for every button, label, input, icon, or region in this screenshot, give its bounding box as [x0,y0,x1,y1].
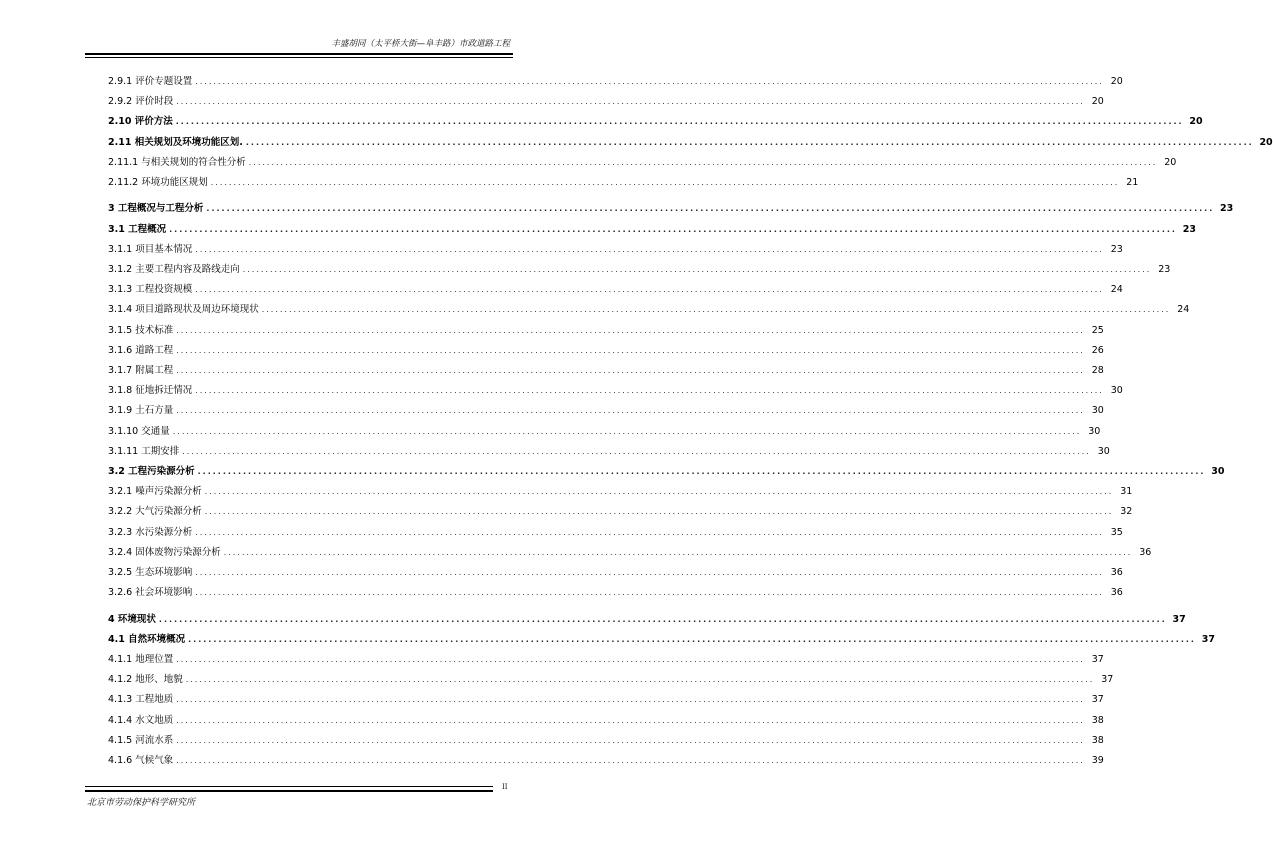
toc-entry-page: 36 [1139,546,1152,558]
toc-entry[interactable] [108,734,1104,748]
toc-leader-dots: ........................................................................................................................................................................................................ [176,735,1085,745]
toc-leader-dots: ........................................................................................................................................................................................................ [185,675,1095,685]
toc-entry[interactable] [108,586,1123,600]
toc-leader-dots: ........................................................................................................................................................................................................ [261,305,1171,315]
toc-entry-label: 3.2.6 社会环境影响 [108,587,193,599]
toc-entry-page: 24 [1177,304,1190,316]
toc-entry[interactable] [108,95,1104,109]
toc-entry[interactable] [108,633,1215,647]
toc-entry-label: 2.9.2 评价时段 [108,96,174,108]
toc-entry[interactable] [108,344,1104,358]
toc-leader-dots: ........................................................................................................................................................................................................ [176,366,1085,375]
toc-entry-page: 39 [1091,755,1104,766]
toc-entry[interactable] [108,202,1234,216]
toc-leader-dots: ........................................................................................................................................................................................................ [172,426,1082,436]
header-rule-thin [85,57,513,58]
toc-entry[interactable] [108,223,1196,237]
toc-entry[interactable] [108,425,1101,439]
toc-entry-page: 23 [1110,243,1123,255]
toc-entry-page: 38 [1091,734,1104,746]
toc-entry[interactable] [108,303,1190,317]
toc-entry[interactable] [108,505,1133,519]
toc-entry[interactable] [108,673,1114,687]
toc-leader-dots: ........................................................................................................................................................................................................ [176,715,1085,725]
toc-leader-dots: ........................................................................................................................................................................................................ [169,224,1177,234]
toc-entry-label: 3.1.3 工程投资规模 [108,284,193,296]
toc-entry-label: 4.1 自然环境概况 [108,633,186,645]
toc-entry-page: 37 [1091,654,1104,665]
toc-entry-page: 20 [1259,136,1273,148]
toc-leader-dots: ........................................................................................................................................................................................................ [176,325,1085,335]
toc-leader-dots: ........................................................................................................................................................................................................ [195,588,1104,598]
toc-entry-page: 24 [1110,284,1123,296]
footer-rule-thick [85,790,493,792]
toc-entry-page: 30 [1091,405,1104,417]
toc-leader-dots: ........................................................................................................................................................................................................ [176,756,1085,765]
toc-leader-dots: ........................................................................................................................................................................................................ [197,467,1206,476]
toc-leader-dots: ........................................................................................................................................................................................................ [158,614,1167,624]
toc-entry-label: 2.9.1 评价专题设置 [108,76,193,87]
toc-leader-dots: ........................................................................................................................................................................................................ [182,446,1091,456]
toc-entry[interactable] [108,156,1177,170]
toc-leader-dots: ........................................................................................................................................................................................................ [204,507,1114,517]
toc-leader-dots: ........................................................................................................................................................................................................ [195,77,1104,86]
toc-entry-label: 3.2.1 噪声污染源分析 [108,486,202,498]
toc-entry-page: 37 [1201,633,1215,645]
header-rule-thick [85,53,513,55]
toc-entry-page: 36 [1110,567,1123,578]
toc-entry-label: 3.2 工程污染源分析 [108,466,195,477]
toc-leader-dots: ........................................................................................................................................................................................................ [176,655,1085,664]
toc-entry[interactable] [108,263,1171,277]
toc-leader-dots: ........................................................................................................................................................................................................ [195,386,1104,396]
toc-entry-page: 35 [1110,526,1123,538]
toc-entry-page: 23 [1220,203,1234,215]
toc-entry-page: 31 [1120,486,1133,498]
toc-entry[interactable] [108,754,1104,768]
toc-leader-dots: ........................................................................................................................................................................................................ [176,695,1085,705]
toc-leader-dots: ........................................................................................................................................................................................................ [176,345,1085,355]
toc-entry-label: 3.1.9 土石方量 [108,405,174,417]
toc-leader-dots: ........................................................................................................................................................................................................ [204,487,1114,497]
toc-entry[interactable] [108,384,1123,398]
toc-entry-page: 21 [1126,177,1139,188]
toc-entry-page: 30 [1110,385,1123,397]
toc-entry[interactable] [108,546,1152,560]
toc-entry[interactable] [108,136,1273,150]
toc-entry-page: 37 [1091,694,1104,706]
toc-entry-label: 2.11.2 环境功能区规划 [108,177,208,188]
toc-entry-label: 4 环境现状 [108,613,156,625]
toc-entry-page: 38 [1091,714,1104,726]
toc-entry[interactable] [108,613,1186,627]
toc-entry-page: 20 [1091,96,1104,108]
toc-entry-page: 37 [1172,613,1186,625]
toc-entry-label: 3.1.1 项目基本情况 [108,243,193,255]
toc-leader-dots: ........................................................................................................................................................................................................ [210,178,1120,187]
toc-entry[interactable] [108,714,1104,728]
toc-leader-dots: ........................................................................................................................................................................................................ [188,634,1196,644]
toc-entry-page: 30 [1097,445,1110,457]
toc-leader-dots: ........................................................................................................................................................................................................ [245,137,1254,147]
toc-entry-label: 3.1.10 交通量 [108,425,170,437]
toc-leader-dots: ........................................................................................................................................................................................................ [223,547,1133,557]
toc-entry-page: 28 [1091,365,1104,376]
toc-entry[interactable] [108,75,1123,89]
toc-entry-label: 3.1.8 征地拆迁情况 [108,385,193,397]
toc-entry-label: 3.2.4 固体废物污染源分析 [108,546,221,558]
footer-rule-thin [85,786,493,787]
toc-leader-dots: ........................................................................................................................................................................................................ [175,117,1184,127]
toc-leader-dots: ........................................................................................................................................................................................................ [195,527,1104,537]
toc-leader-dots: ........................................................................................................................................................................................................ [248,157,1158,167]
toc-entry-page: 23 [1182,223,1196,235]
toc-leader-dots: ........................................................................................................................................................................................................ [195,285,1104,295]
toc-entry-label: 3.1.5 技术标准 [108,324,174,336]
toc-entry[interactable] [108,115,1203,129]
toc-entry-page: 20 [1110,76,1123,87]
toc-entry[interactable] [108,445,1110,459]
toc-entry-label: 2.11 相关规划及环境功能区划. [108,136,243,148]
toc-entry-label: 2.11.1 与相关规划的符合性分析 [108,156,246,168]
toc-entry-page: 37 [1101,674,1114,686]
toc-entry-label: 3.1.7 附属工程 [108,365,174,376]
toc-entry-label: 3.2.5 生态环境影响 [108,567,193,578]
toc-leader-dots: ........................................................................................................................................................................................................ [206,204,1215,214]
toc-entry-page: 23 [1158,264,1171,275]
toc-entry[interactable] [108,693,1104,707]
toc-entry-page: 25 [1091,324,1104,336]
running-header-title: 丰盛胡同（太平桥大街—阜丰路）市政道路工程 [331,39,510,49]
toc-entry[interactable] [108,243,1123,257]
toc-entry-page: 30 [1211,466,1225,477]
footer-organization: 北京市劳动保护科学研究所 [87,798,196,808]
toc-entry[interactable] [108,324,1104,338]
toc-entry[interactable] [108,404,1104,418]
toc-entry-page: 20 [1164,156,1177,168]
toc-entry[interactable] [108,653,1104,667]
toc-entry-label: 4.1.4 水文地质 [108,714,174,726]
toc-entry[interactable] [108,566,1123,580]
toc-entry[interactable] [108,176,1139,190]
toc-entry-label: 3.1.11 工期安排 [108,445,180,457]
toc-entry-label: 3 工程概况与工程分析 [108,203,204,215]
toc-entry-label: 3.1 工程概况 [108,223,167,235]
toc-entry-label: 4.1.5 河流水系 [108,734,174,746]
toc-entry-page: 36 [1110,587,1123,599]
toc-entry-label: 2.10 评价方法 [108,116,173,128]
toc-entry[interactable] [108,364,1104,378]
toc-leader-dots: ........................................................................................................................................................................................................ [195,244,1104,254]
toc-entry[interactable] [108,485,1133,499]
toc-entry-label: 3.1.4 项目道路现状及周边环境现状 [108,304,259,316]
toc-entry-page: 30 [1088,425,1101,437]
toc-entry[interactable] [108,283,1123,297]
toc-entry-label: 3.2.3 水污染源分析 [108,526,193,538]
toc-entry-label: 4.1.2 地形、地貌 [108,674,183,686]
toc-entry-label: 4.1.1 地理位置 [108,654,174,665]
toc-leader-dots: ........................................................................................................................................................................................................ [195,568,1104,577]
toc-entry-page: 26 [1091,344,1104,356]
toc-entry-label: 4.1.3 工程地质 [108,694,174,706]
toc-leader-dots: ........................................................................................................................................................................................................ [176,97,1085,107]
toc-entry-label: 4.1.6 气候气象 [108,755,174,766]
toc-entry[interactable] [108,526,1123,540]
toc-entry-label: 3.2.2 大气污染源分析 [108,506,202,518]
toc-entry-page: 20 [1189,116,1203,128]
toc-leader-dots: ........................................................................................................................................................................................................ [242,265,1152,274]
toc-entry-label: 3.1.6 道路工程 [108,344,174,356]
toc-entry-page: 32 [1120,506,1133,518]
toc-entry[interactable] [108,465,1225,479]
toc-entry-label: 3.1.2 主要工程内容及路线走向 [108,264,240,275]
footer-page-number: II [502,783,508,791]
toc-leader-dots: ........................................................................................................................................................................................................ [176,406,1085,416]
